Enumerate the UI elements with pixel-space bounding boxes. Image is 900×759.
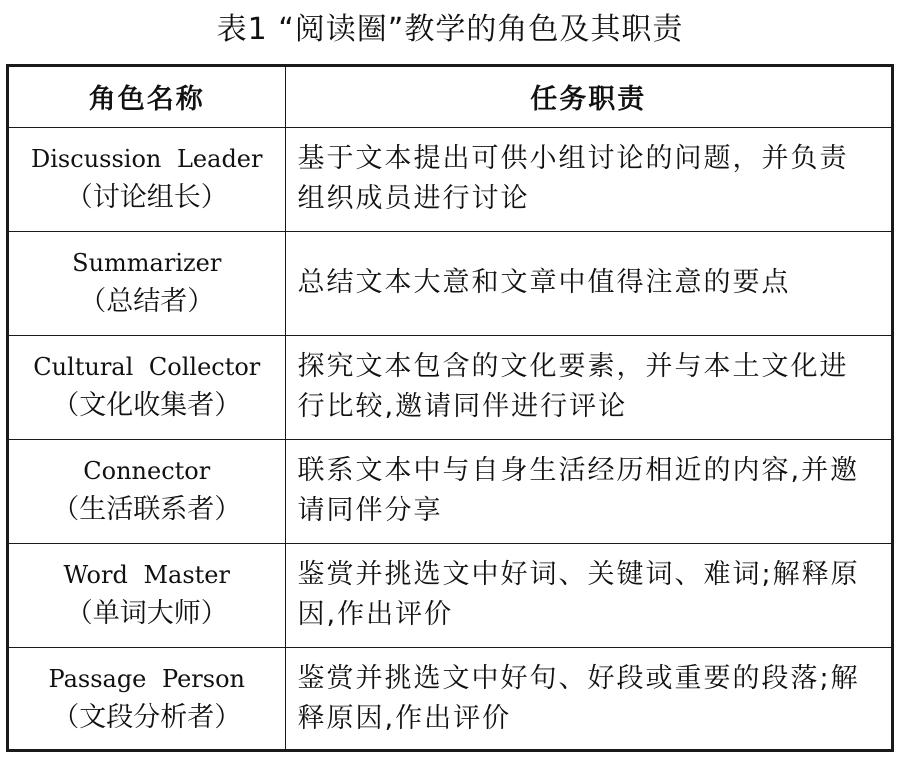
role-cell — [9, 231, 285, 335]
role-name-en: Passage Person — [48, 665, 245, 694]
duty-cell: 探究文本包含的文化要素，并与本土文化进行比较,邀请同伴进行评论 — [285, 335, 891, 439]
role-name-zh: （单词大师） — [65, 598, 228, 629]
duty-cell: 鉴赏并挑选文中好词、关键词、难词;解释原因,作出评价 — [285, 543, 891, 647]
header-role: 角色名称 — [9, 67, 285, 127]
duty-cell: 总结文本大意和文章中值得注意的要点 — [285, 231, 891, 335]
header-duty: 任务职责 — [285, 67, 891, 127]
role-name-zh: （生活联系者） — [52, 494, 242, 525]
table-row — [9, 127, 891, 231]
role-cell — [9, 335, 285, 439]
duty-cell: 基于文本提出可供小组讨论的问题，并负责组织成员进行讨论 — [285, 127, 891, 231]
role-name-zh: （总结者） — [79, 286, 215, 317]
table-caption: 表1 “阅读圈”教学的角色及其职责 — [216, 12, 684, 47]
role-name-en: Word Master — [63, 561, 230, 589]
table-header-row — [9, 67, 891, 127]
role-name-zh: （文段分析者） — [52, 702, 242, 734]
role-name-en: Discussion Leader — [31, 145, 263, 173]
table-row — [9, 335, 891, 439]
duty-cell: 联系文本中与自身生活经历相近的内容,并邀请同伴分享 — [285, 439, 891, 543]
table-row — [9, 543, 891, 647]
role-name-zh: （文化收集者） — [52, 390, 242, 421]
role-name-en: Connector — [83, 457, 211, 485]
role-cell — [9, 647, 285, 751]
role-cell — [9, 127, 285, 231]
roles-table — [9, 67, 891, 751]
duty-cell: 鉴赏并挑选文中好句、好段或重要的段落;解释原因,作出评价 — [285, 647, 891, 751]
table-row — [9, 231, 891, 335]
role-cell — [9, 543, 285, 647]
role-name-zh: （讨论组长） — [65, 182, 228, 213]
table-row — [9, 647, 891, 751]
table-row — [9, 439, 891, 543]
role-name-en: Summarizer — [72, 249, 222, 277]
role-cell — [9, 439, 285, 543]
roles-table-frame — [6, 64, 894, 752]
role-name-en: Cultural Collector — [33, 353, 261, 381]
